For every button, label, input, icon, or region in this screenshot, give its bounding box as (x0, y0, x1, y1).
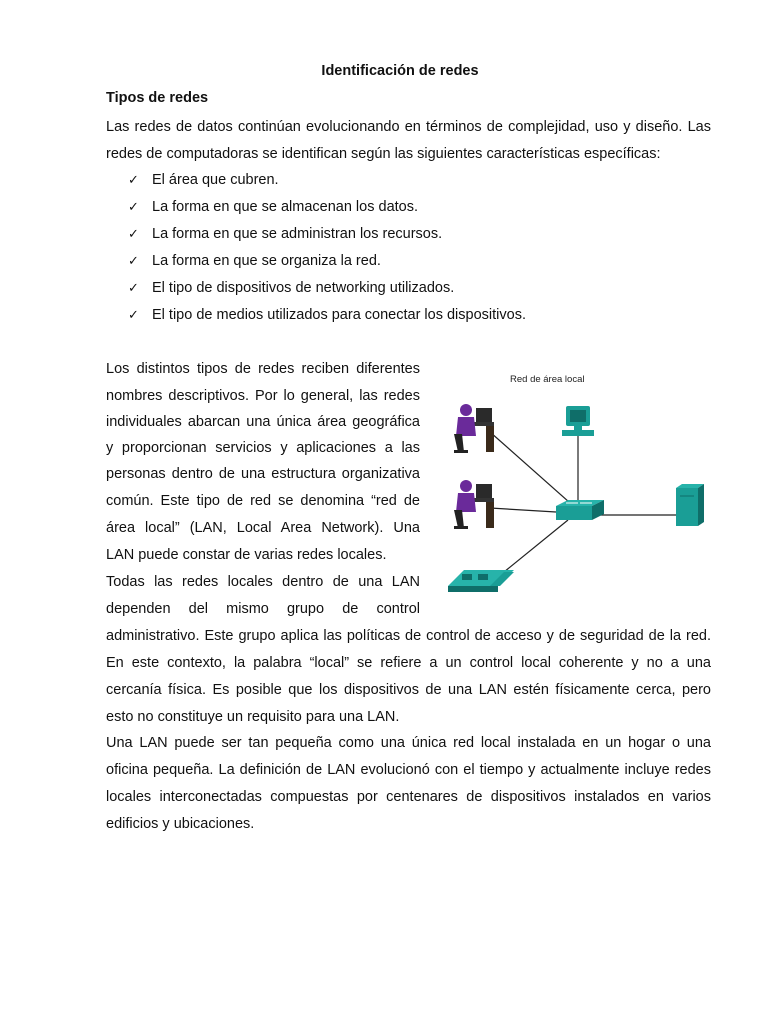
paragraph-line: cercanía física. Es posible que los dispositivos de una LAN estén físicamente cerca, pero (106, 682, 711, 698)
paragraph-line: Una LAN puede ser tan pequeña como una única red local instalada en un hogar o una (106, 735, 711, 751)
workstation-user-icon (454, 480, 494, 529)
checkmark-icon: ✓ (128, 254, 139, 269)
list-item-text: La forma en que se administran los recursos. (152, 226, 443, 242)
network-switch-icon (556, 500, 604, 520)
checkmark-icon: ✓ (128, 173, 139, 188)
paragraph-line: esto no constituye un requisito para una LAN. (106, 709, 400, 725)
intro-line-1: Las redes de datos continúan evolucionando en términos de complejidad, uso y diseño. Las (106, 119, 711, 135)
checkmark-icon: ✓ (128, 200, 139, 215)
paragraph-line: LAN puede constar de varias redes locales. (106, 547, 387, 563)
list-item-text: El tipo de dispositivos de networking utilizados. (152, 280, 455, 296)
desktop-computer-icon (562, 406, 594, 436)
checkmark-icon: ✓ (128, 227, 139, 242)
paragraph-line: Los distintos tipos de redes reciben diferentes (106, 361, 420, 377)
list-item-text: La forma en que se almacenan los datos. (152, 199, 418, 215)
lan-diagram-svg (428, 360, 712, 600)
lan-diagram (428, 360, 712, 600)
workstation-user-icon (454, 404, 494, 453)
paragraph-line: individuales abarcan una única área geográfica (106, 414, 420, 430)
paragraph-line: dependen del mismo grupo de control (106, 601, 420, 617)
checkmark-icon: ✓ (128, 308, 139, 323)
paragraph-line: edificios y ubicaciones. (106, 816, 255, 832)
paragraph-line: común. Este tipo de red se denomina “red de (106, 493, 420, 509)
paragraph-line: Todas las redes locales dentro de una LAN (106, 574, 420, 590)
checkmark-icon: ✓ (128, 281, 139, 296)
page-title: Identificación de redes (321, 63, 479, 79)
paragraph-line: locales interconectadas compuestas por centenares de dispositivos instalados en varios (106, 789, 711, 805)
section-title: Tipos de redes (106, 90, 209, 106)
list-item-text: La forma en que se organiza la red. (152, 253, 381, 269)
link-line (504, 520, 568, 572)
paragraph-line: nombres descriptivos. Por lo general, las redes (106, 388, 420, 404)
paragraph-line: oficina pequeña. La definición de LAN evolucionó con el tiempo y actualmente incluye redes (106, 762, 711, 778)
paragraph-line: y proporcionan servicios y aplicaciones a las (106, 440, 420, 456)
list-item (128, 225, 442, 244)
server-icon (676, 484, 704, 526)
list-item (128, 252, 381, 271)
paragraph-line: En este contexto, la palabra “local” se refiere a un control local coherente y no a una (106, 655, 711, 671)
list-item (128, 306, 526, 325)
list-item-text: El tipo de medios utilizados para conectar los dispositivos. (152, 307, 526, 323)
diagram-caption: Red de área local (510, 374, 585, 385)
paragraph-line: administrativo. Este grupo aplica las políticas de control de acceso y de seguridad de la red. (106, 628, 711, 644)
link-line (490, 508, 556, 512)
list-item (128, 171, 279, 190)
paragraph-line: área local” (LAN, Local Area Network). Una (106, 520, 420, 536)
list-item (128, 279, 454, 298)
link-line (490, 432, 578, 510)
list-item-text: El área que cubren. (152, 172, 279, 188)
list-item (128, 198, 418, 217)
paragraph-line: personas dentro de una estructura organizativa (106, 466, 420, 482)
ip-phone-icon (448, 570, 514, 592)
intro-line-2: redes de computadoras se identifican según las siguientes características específicas: (106, 146, 661, 162)
